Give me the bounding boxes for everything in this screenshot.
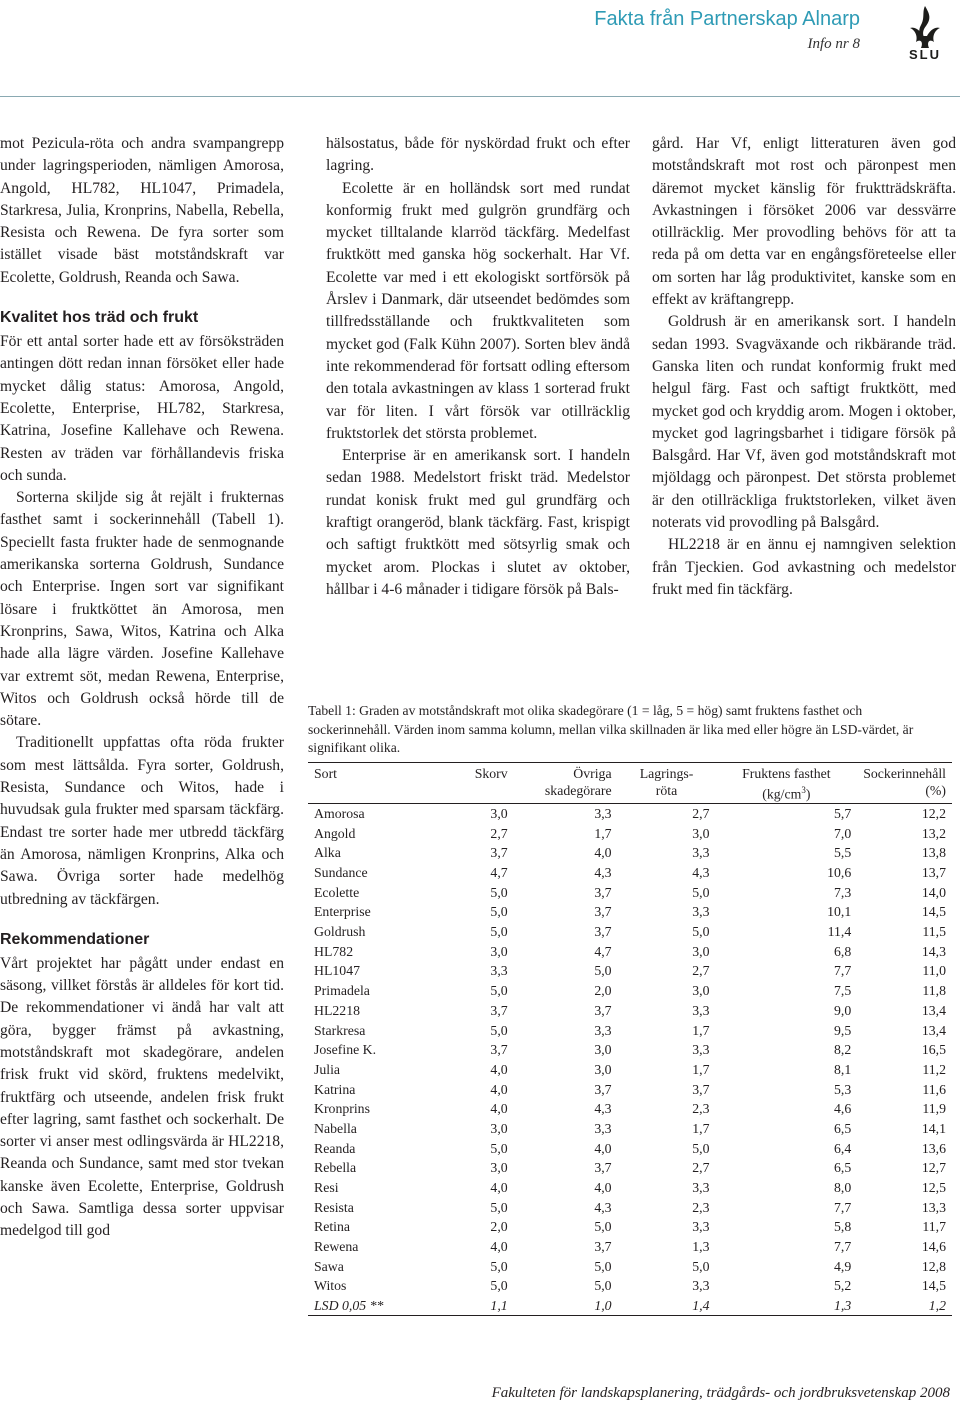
cell-value: 13,3 <box>921 1199 946 1215</box>
cell-value: 6,5 <box>833 1120 852 1136</box>
cell-value: 5,0 <box>692 884 710 900</box>
cell-value: 3,7 <box>594 1239 612 1255</box>
table-row <box>308 882 952 902</box>
cell-sort: Enterprise <box>314 904 371 920</box>
table-row <box>308 1079 952 1099</box>
cell-sort: Kronprins <box>314 1101 370 1117</box>
cell-value: 3,3 <box>692 1180 710 1195</box>
header-subtitle: Info nr 8 <box>807 36 860 52</box>
cell-sort: Rewena <box>314 1239 359 1255</box>
section-heading-quality: Kvalitet hos träd och frukt <box>0 309 199 327</box>
paragraph: HL2218 är en ännu ej namngiven selektion från Tjeckien. God avkastning och medelstor frukt med fin täckfärg. <box>652 536 956 598</box>
cell-value: 2,7 <box>692 805 710 821</box>
cell-sort: HL2218 <box>314 1002 360 1018</box>
cell-value: 4,3 <box>692 865 710 880</box>
table-body <box>308 803 952 1316</box>
footer: Fakulteten för landskapsplanering, trädgårds- och jordbruksvetenskap 2008 <box>491 1385 950 1401</box>
table-row <box>308 1178 952 1198</box>
table-row <box>308 1217 952 1237</box>
column-3 <box>652 133 956 601</box>
cell-value: 5,7 <box>833 805 852 821</box>
cell-sort: Amorosa <box>314 805 365 821</box>
cell-value: 3,0 <box>692 825 710 841</box>
table-caption: Tabell 1: Graden av motståndskraft mot olika skadegörare (1 = låg, 5 = hög) samt fruktens fasthet och sockerinnehåll. Värden inom samma kolumn, mellan vilka skillnaden är lika med eller högre än LSD-värdet, är signifikant olika. <box>308 703 914 755</box>
table-row <box>308 1060 952 1080</box>
cell-value: 1,0 <box>594 1298 612 1314</box>
cell-value: 4,7 <box>490 865 508 880</box>
cell-value: 4,3 <box>594 865 612 880</box>
cell-value: 4,0 <box>490 1180 508 1195</box>
cell-value: 3,3 <box>594 805 612 821</box>
cell-sort: Reanda <box>314 1140 356 1156</box>
cell-value: 3,0 <box>594 1042 612 1058</box>
cell-value: 6,8 <box>833 943 852 959</box>
cell-sort: Ecolette <box>314 884 360 900</box>
cell-value: 4,0 <box>594 1140 612 1156</box>
cell-value: 11,0 <box>922 963 946 979</box>
cell-value: 5,8 <box>833 1219 852 1235</box>
cell-value: 5,0 <box>490 884 508 900</box>
cell-value: 1,7 <box>692 1022 710 1038</box>
cell-value: 8,0 <box>833 1180 852 1195</box>
paragraph: Ecolette är en holländsk sort med rundat konformig frukt med gulgrön grundfärg och mycket tilltalande klarröd täckfärg. Medelfast fruktkött med ganska hög sockerhalt. Har Vf. Ecolette var med i ett ekologiskt sortförsök på Årslev i Danmark, där utseendet bedömdes som tillfredsställande och fruktkvaliteten som mycket god (Falk Kühn 2007). Sorten blev ändå inte rekommenderad för fortsatt odling eftersom den totala avkastningen av klass 1 sorterad frukt var för liten. I vårt försök var otillräcklig fruktstorlek det största problemet. <box>326 179 630 442</box>
cell-sort: Witos <box>314 1278 347 1294</box>
cell-value: 5,0 <box>490 1022 508 1038</box>
cell-value: 5,0 <box>594 963 612 979</box>
cell-value: 3,0 <box>490 805 508 821</box>
header-divider <box>0 96 960 97</box>
table-row <box>308 843 952 863</box>
cell-sort: Katrina <box>314 1081 356 1097</box>
cell-value: 3,0 <box>692 943 710 959</box>
cell-value: 3,3 <box>692 1042 710 1058</box>
variety-table <box>308 762 952 1316</box>
cell-value: 5,5 <box>833 845 852 861</box>
cell-value: 7,0 <box>833 825 852 841</box>
col-header-fasthet: Fruktens fasthet $(kg/cm^3)$ <box>715 763 857 804</box>
cell-value: 14,0 <box>921 884 946 900</box>
cell-value: 5,0 <box>490 1258 508 1274</box>
cell-value: 4,0 <box>594 1180 612 1195</box>
table-row <box>308 863 952 883</box>
cell-value: 13,8 <box>921 845 946 861</box>
cell-value: 4,7 <box>594 943 612 959</box>
cell-value: 12,2 <box>921 805 946 821</box>
cell-value: 14,1 <box>921 1120 946 1136</box>
paragraph: Vårt projektet har pågått under endast en säsong, villket förstås är alldeles för kort tid. De rekommendationer vi ändå har valt att göra, bygger främst på avkastning, motståndskraft mot skadegörare, andelen frisk frukt vid skörd, fruktens medelvikt, fruktfärg och utseende, andelen frisk frukt efter lagring, samt fasthet och sockerhalt. De sorter vi anser mest odlingsvärda är HL2218, Reanda och Sundance, samt med stor tvekan kanske även Ecolette, Enterprise, Goldrush och Sawa. Samtliga dessa sorter uppvisar medelgod till god <box>0 954 284 1240</box>
cell-value: 13,6 <box>921 1140 946 1156</box>
cell-value: 3,7 <box>490 1042 508 1058</box>
lsd-row <box>308 1296 952 1316</box>
table-row <box>308 1138 952 1158</box>
cell-value: 4,3 <box>594 1101 612 1117</box>
cell-value: 12,8 <box>921 1258 946 1274</box>
cell-value: 9,5 <box>833 1022 852 1038</box>
cell-value: 2,0 <box>490 1219 508 1235</box>
cell-sort: LSD 0,05 ** <box>314 1298 384 1314</box>
cell-value: 4,0 <box>490 1081 508 1097</box>
cell-value: 3,0 <box>490 1160 508 1176</box>
cell-value: 7,7 <box>833 1199 852 1215</box>
cell-value: 5,0 <box>490 1278 508 1294</box>
cell-value: 3,0 <box>594 1061 612 1077</box>
cell-value: 5,0 <box>692 1140 710 1156</box>
cell-value: 5,3 <box>833 1081 852 1097</box>
table-row <box>308 1237 952 1257</box>
cell-value: 14,3 <box>921 943 946 959</box>
cell-value: 3,3 <box>692 1219 710 1235</box>
cell-sort: Sundance <box>314 865 368 880</box>
table-row <box>308 961 952 981</box>
column-2 <box>326 133 630 601</box>
cell-value: 11,4 <box>827 924 852 940</box>
cell-value: 3,7 <box>692 1081 710 1097</box>
col-header-ovriga: Övriga skadegörare <box>514 763 618 804</box>
cell-value: 6,4 <box>833 1140 852 1156</box>
cell-value: 4,0 <box>490 1061 508 1077</box>
cell-value: 5,2 <box>833 1278 852 1294</box>
cell-value: 14,6 <box>921 1239 946 1255</box>
cell-value: 3,7 <box>594 924 612 940</box>
cell-value: 12,7 <box>921 1160 946 1176</box>
cell-value: 4,0 <box>490 1239 508 1255</box>
cell-value: 3,7 <box>594 884 612 900</box>
col-header-skorv: Skorv <box>440 763 514 804</box>
cell-sort: Sawa <box>314 1258 344 1274</box>
cell-value: 4,3 <box>594 1199 612 1215</box>
cell-value: 16,5 <box>921 1042 946 1058</box>
cell-value: 11,8 <box>922 983 946 999</box>
cell-sort: Primadela <box>314 983 370 999</box>
table-row <box>308 1197 952 1217</box>
cell-value: 9,0 <box>833 1002 852 1018</box>
cell-value: 11,7 <box>922 1219 946 1235</box>
cell-value: 3,3 <box>692 1278 710 1294</box>
cell-value: 8,1 <box>833 1061 852 1077</box>
cell-value: 3,3 <box>594 1120 612 1136</box>
cell-value: 3,0 <box>490 943 508 959</box>
cell-value: 5,0 <box>490 904 508 920</box>
cell-value: 1,1 <box>490 1298 508 1314</box>
table-row <box>308 981 952 1001</box>
cell-value: 2,7 <box>692 963 710 979</box>
cell-sort: Starkresa <box>314 1022 366 1038</box>
section-heading-recommendations: Rekommendationer <box>0 930 150 948</box>
cell-value: 13,4 <box>921 1022 946 1038</box>
cell-value: 5,0 <box>490 983 508 999</box>
paragraph: För ett antal sorter hade ett av försöksträden antingen dött redan innan försöket eller hade mycket dålig status: Amorosa, Angold, Ecolette, Enterprise, HL782, Starkresa, Katrina, Josefine Kallehave och Rewena. Resten av träden var förhållandevis friska och sunda. <box>0 333 284 484</box>
table-row <box>308 1020 952 1040</box>
cell-value: 3,7 <box>594 1160 612 1176</box>
cell-value: 2,3 <box>692 1101 710 1117</box>
table-row <box>308 922 952 942</box>
cell-sort: Resista <box>314 1199 354 1215</box>
cell-value: 5,0 <box>490 924 508 940</box>
cell-value: 11,6 <box>922 1081 946 1097</box>
cell-value: 1,3 <box>692 1239 710 1255</box>
cell-value: 3,3 <box>692 904 710 920</box>
header-title: Fakta från Partnerskap Alnarp <box>594 8 860 30</box>
table-row <box>308 1158 952 1178</box>
cell-value: 2,0 <box>594 983 612 999</box>
cell-sort: Alka <box>314 845 341 861</box>
cell-value: 7,7 <box>833 963 852 979</box>
cell-value: 3,7 <box>594 1002 612 1018</box>
cell-value: 13,4 <box>921 1002 946 1018</box>
cell-value: 10,1 <box>827 904 852 920</box>
cell-sort: Goldrush <box>314 924 366 940</box>
table-row <box>308 1256 952 1276</box>
cell-value: 13,2 <box>921 825 946 841</box>
cell-sort: Julia <box>314 1061 341 1077</box>
cell-value: 13,7 <box>921 865 946 880</box>
cell-value: 3,3 <box>594 1022 612 1038</box>
cell-value: 12,5 <box>921 1180 946 1195</box>
paragraph: Goldrush är en amerikansk sort. I handeln sedan 1993. Svagväxande och rikbärande träd. Ganska liten och rundat konformig frukt med helgul färg. Fast och saftigt fruktkött, med mycket god och kryddig arom. Mogen i oktober, mycket god lagringsbarhet i tidigare försök på Balsgård. Har Vf, även god motståndskraft mot mjöldagg och päronpest. Det största problemet är den otillräckliga fruktstorleken, vilket även noterats vid provodling på Balsgård. <box>652 313 956 532</box>
cell-value: 5,0 <box>594 1258 612 1274</box>
cell-value: 5,0 <box>594 1219 612 1235</box>
cell-value: 1,7 <box>594 825 612 841</box>
col-header-sort: Sort <box>308 763 440 804</box>
cell-sort: Josefine K. <box>314 1042 377 1058</box>
cell-value: 4,0 <box>594 845 612 861</box>
cell-value: 3,3 <box>490 963 508 979</box>
cell-value: 3,0 <box>490 1120 508 1136</box>
cell-sort: Rebella <box>314 1160 357 1176</box>
cell-value: 5,0 <box>490 1199 508 1215</box>
cell-value: 5,0 <box>490 1140 508 1156</box>
col-header-socker: Sockerinnehåll (%) <box>857 763 952 804</box>
cell-value: 11,2 <box>922 1061 946 1077</box>
cell-sort: Angold <box>314 825 356 841</box>
paragraph: gård. Har Vf, enligt litteraturen även god motståndskraft mot rost och päronpest men däremot mycket känslig för fruktträdskräfta. Avkastningen i försöket 2006 var dessvärre otillräcklig. Mer provodling behövs för att ta reda på om detta var en engångsföreteelse eller om sorten har låg produktivitet, kanske som en effekt av kräftangrepp. <box>652 135 956 309</box>
column-1 <box>0 133 284 1243</box>
cell-value: 3,7 <box>594 1081 612 1097</box>
cell-value: 4,6 <box>833 1101 852 1117</box>
cell-value: 2,3 <box>692 1199 710 1215</box>
cell-value: 5,0 <box>594 1278 612 1294</box>
paragraph: Enterprise är en amerikansk sort. I handeln sedan 1988. Medelstort friskt träd. Medelstor rundat konisk frukt med gul grundfärg och kraftigt orangeröd, blank täckfärg. Fast, krispigt och saftigt fruktkött med sötsyrlig smak och mycket arom. Plockas i slutet av oktober, hållbar i 4-6 månader i tidigare försök på Bals- <box>326 447 630 598</box>
table-row <box>308 803 952 823</box>
paragraph: Traditionellt uppfattas ofta röda frukter som mest lättsålda. Fyra sorter, Goldrush, Resista, Sundance och Witos, hade i huvudsak gula frukter med sparsam täckfärg. Endast tre sorter hade mer utbredd täckfärg än Amorosa, nämligen Kronprins, Alka och Sawa. Övriga sorter hade medelhög utbredning av täckfärgen. <box>0 734 284 908</box>
cell-value: 2,7 <box>692 1160 710 1176</box>
cell-value: 5,0 <box>692 924 710 940</box>
table-header-row <box>308 763 952 804</box>
table-row <box>308 941 952 961</box>
cell-value: 3,3 <box>692 845 710 861</box>
cell-sort: Resi <box>314 1180 339 1195</box>
cell-sort: Nabella <box>314 1120 357 1136</box>
cell-value: 7,7 <box>833 1239 852 1255</box>
cell-value: 1,3 <box>833 1298 852 1314</box>
table-row <box>308 1000 952 1020</box>
logo-text: SLU <box>909 47 941 62</box>
cell-value: 10,6 <box>827 865 852 880</box>
cell-value: 7,5 <box>833 983 852 999</box>
cell-value: 11,5 <box>922 924 946 940</box>
table-row <box>308 1040 952 1060</box>
table-row <box>308 1119 952 1139</box>
cell-value: 4,0 <box>490 1101 508 1117</box>
paragraph: Sorterna skiljde sig åt rejält i frukternas fasthet samt i sockerinnehåll (Tabell 1). Speciellt fasta frukter hade de senmognande amerikanska sorterna Goldrush, Sundance och Enterprise. Ingen sort var signifikant lösare i fruktköttet än Amorosa, men Kronprins, Sawa, Witos, Katrina och Alka hade alla lägre värden. Josefine Kallehave var extremt söt, medan Rewena, Enterprise, Witos och Goldrush också hörde till de sötare. <box>0 489 284 730</box>
cell-value: 4,9 <box>833 1258 852 1274</box>
cell-value: 3,7 <box>594 904 612 920</box>
cell-value: 2,7 <box>490 825 508 841</box>
cell-sort: Retina <box>314 1219 351 1235</box>
cell-value: 6,5 <box>833 1160 852 1176</box>
cell-value: 5,0 <box>692 1258 710 1274</box>
cell-value: 14,5 <box>921 904 946 920</box>
cell-value: 7,3 <box>833 884 852 900</box>
cell-value: 1,7 <box>692 1061 710 1077</box>
table-row <box>308 902 952 922</box>
paragraph: mot Pezicula-röta och andra svampangrepp under lagringsperioden, nämligen Amorosa, Angold, HL782, HL1047, Primadela, Starkresa, Julia, Kronprins, Nabella, Rebella, Resista och Rewena. De fyra sorter som istället visade bäst motståndskraft var Ecolette, Goldrush, Reanda och Sawa. <box>0 135 284 286</box>
cell-value: 3,3 <box>692 1002 710 1018</box>
cell-value: 3,0 <box>692 983 710 999</box>
paragraph: hälsostatus, både för nyskördad frukt och efter lagring. <box>326 135 630 175</box>
cell-value: 14,5 <box>921 1278 946 1294</box>
cell-sort: HL1047 <box>314 963 360 979</box>
table-row <box>308 1099 952 1119</box>
cell-value: 3,7 <box>490 1002 508 1018</box>
cell-value: 3,7 <box>490 845 508 861</box>
cell-value: 1,2 <box>928 1298 946 1314</box>
col-header-lagringsrota: Lagrings- röta <box>618 763 716 804</box>
table-row <box>308 823 952 843</box>
cell-value: 1,4 <box>692 1298 710 1314</box>
cell-value: 11,9 <box>922 1101 946 1117</box>
cell-sort: HL782 <box>314 943 354 959</box>
cell-value: 1,7 <box>692 1120 710 1136</box>
cell-value: 8,2 <box>833 1042 852 1058</box>
table-row <box>308 1276 952 1296</box>
